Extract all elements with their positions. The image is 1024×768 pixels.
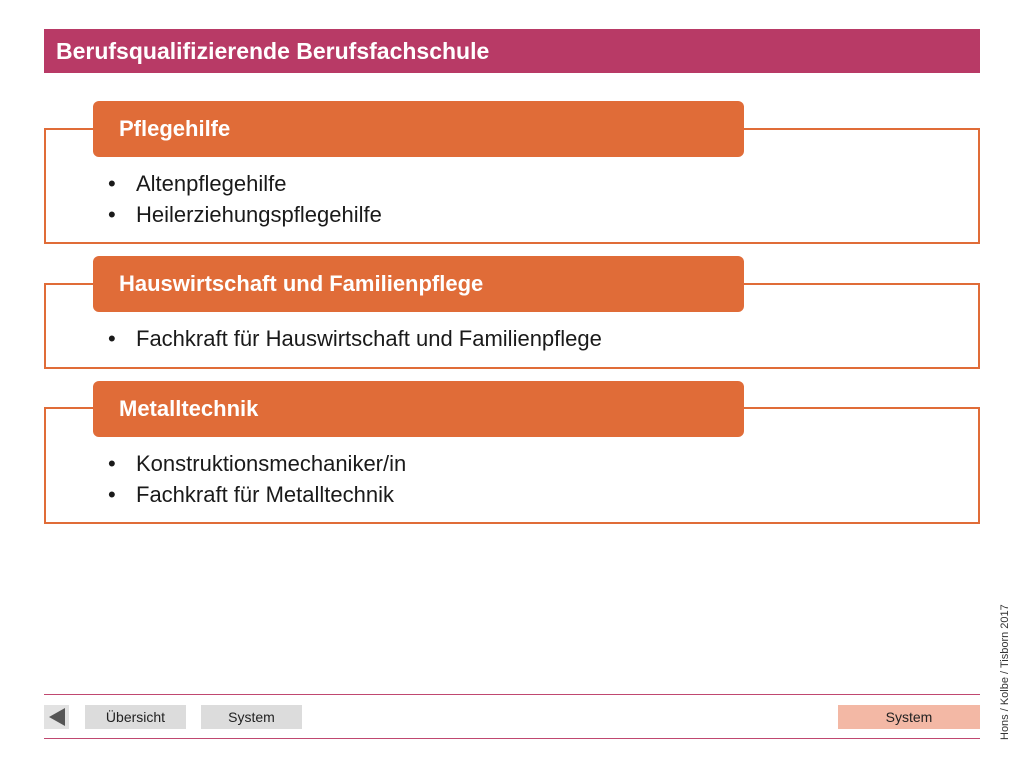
triangle-left-icon	[49, 708, 65, 726]
group-heading-hauswirtschaft	[93, 256, 744, 312]
system-button-active[interactable]: System	[838, 705, 980, 729]
group-heading-pflegehilfe	[93, 101, 744, 157]
overview-button[interactable]: Übersicht	[85, 705, 186, 729]
group-heading-metalltechnik	[93, 381, 744, 437]
system-button[interactable]: System	[201, 705, 302, 729]
list-item: • Konstruktionsmechaniker/in	[108, 448, 406, 479]
group-heading-label: Hauswirtschaft und Familienpflege	[119, 271, 484, 296]
group-list-hauswirtschaft	[108, 323, 602, 354]
page-title: Berufsqualifizierende Berufsfachschule	[56, 37, 490, 64]
title-bar	[44, 29, 980, 73]
group-heading-label: Pflegehilfe	[119, 116, 231, 141]
credit-text: Hons / Kolbe / Tisborn 2017	[999, 604, 1011, 740]
footer-divider-bottom	[44, 738, 980, 739]
list-item: • Heilerziehungspflegehilfe	[108, 199, 382, 230]
group-list-metalltechnik	[108, 448, 406, 510]
list-item: • Fachkraft für Metalltechnik	[108, 479, 406, 510]
footer-divider-top	[44, 694, 980, 695]
list-item: • Altenpflegehilfe	[108, 168, 382, 199]
group-heading-label: Metalltechnik	[119, 396, 259, 421]
back-button[interactable]	[44, 705, 69, 729]
list-item: • Fachkraft für Hauswirtschaft und Familienpflege	[108, 323, 602, 354]
group-list-pflegehilfe	[108, 168, 382, 230]
